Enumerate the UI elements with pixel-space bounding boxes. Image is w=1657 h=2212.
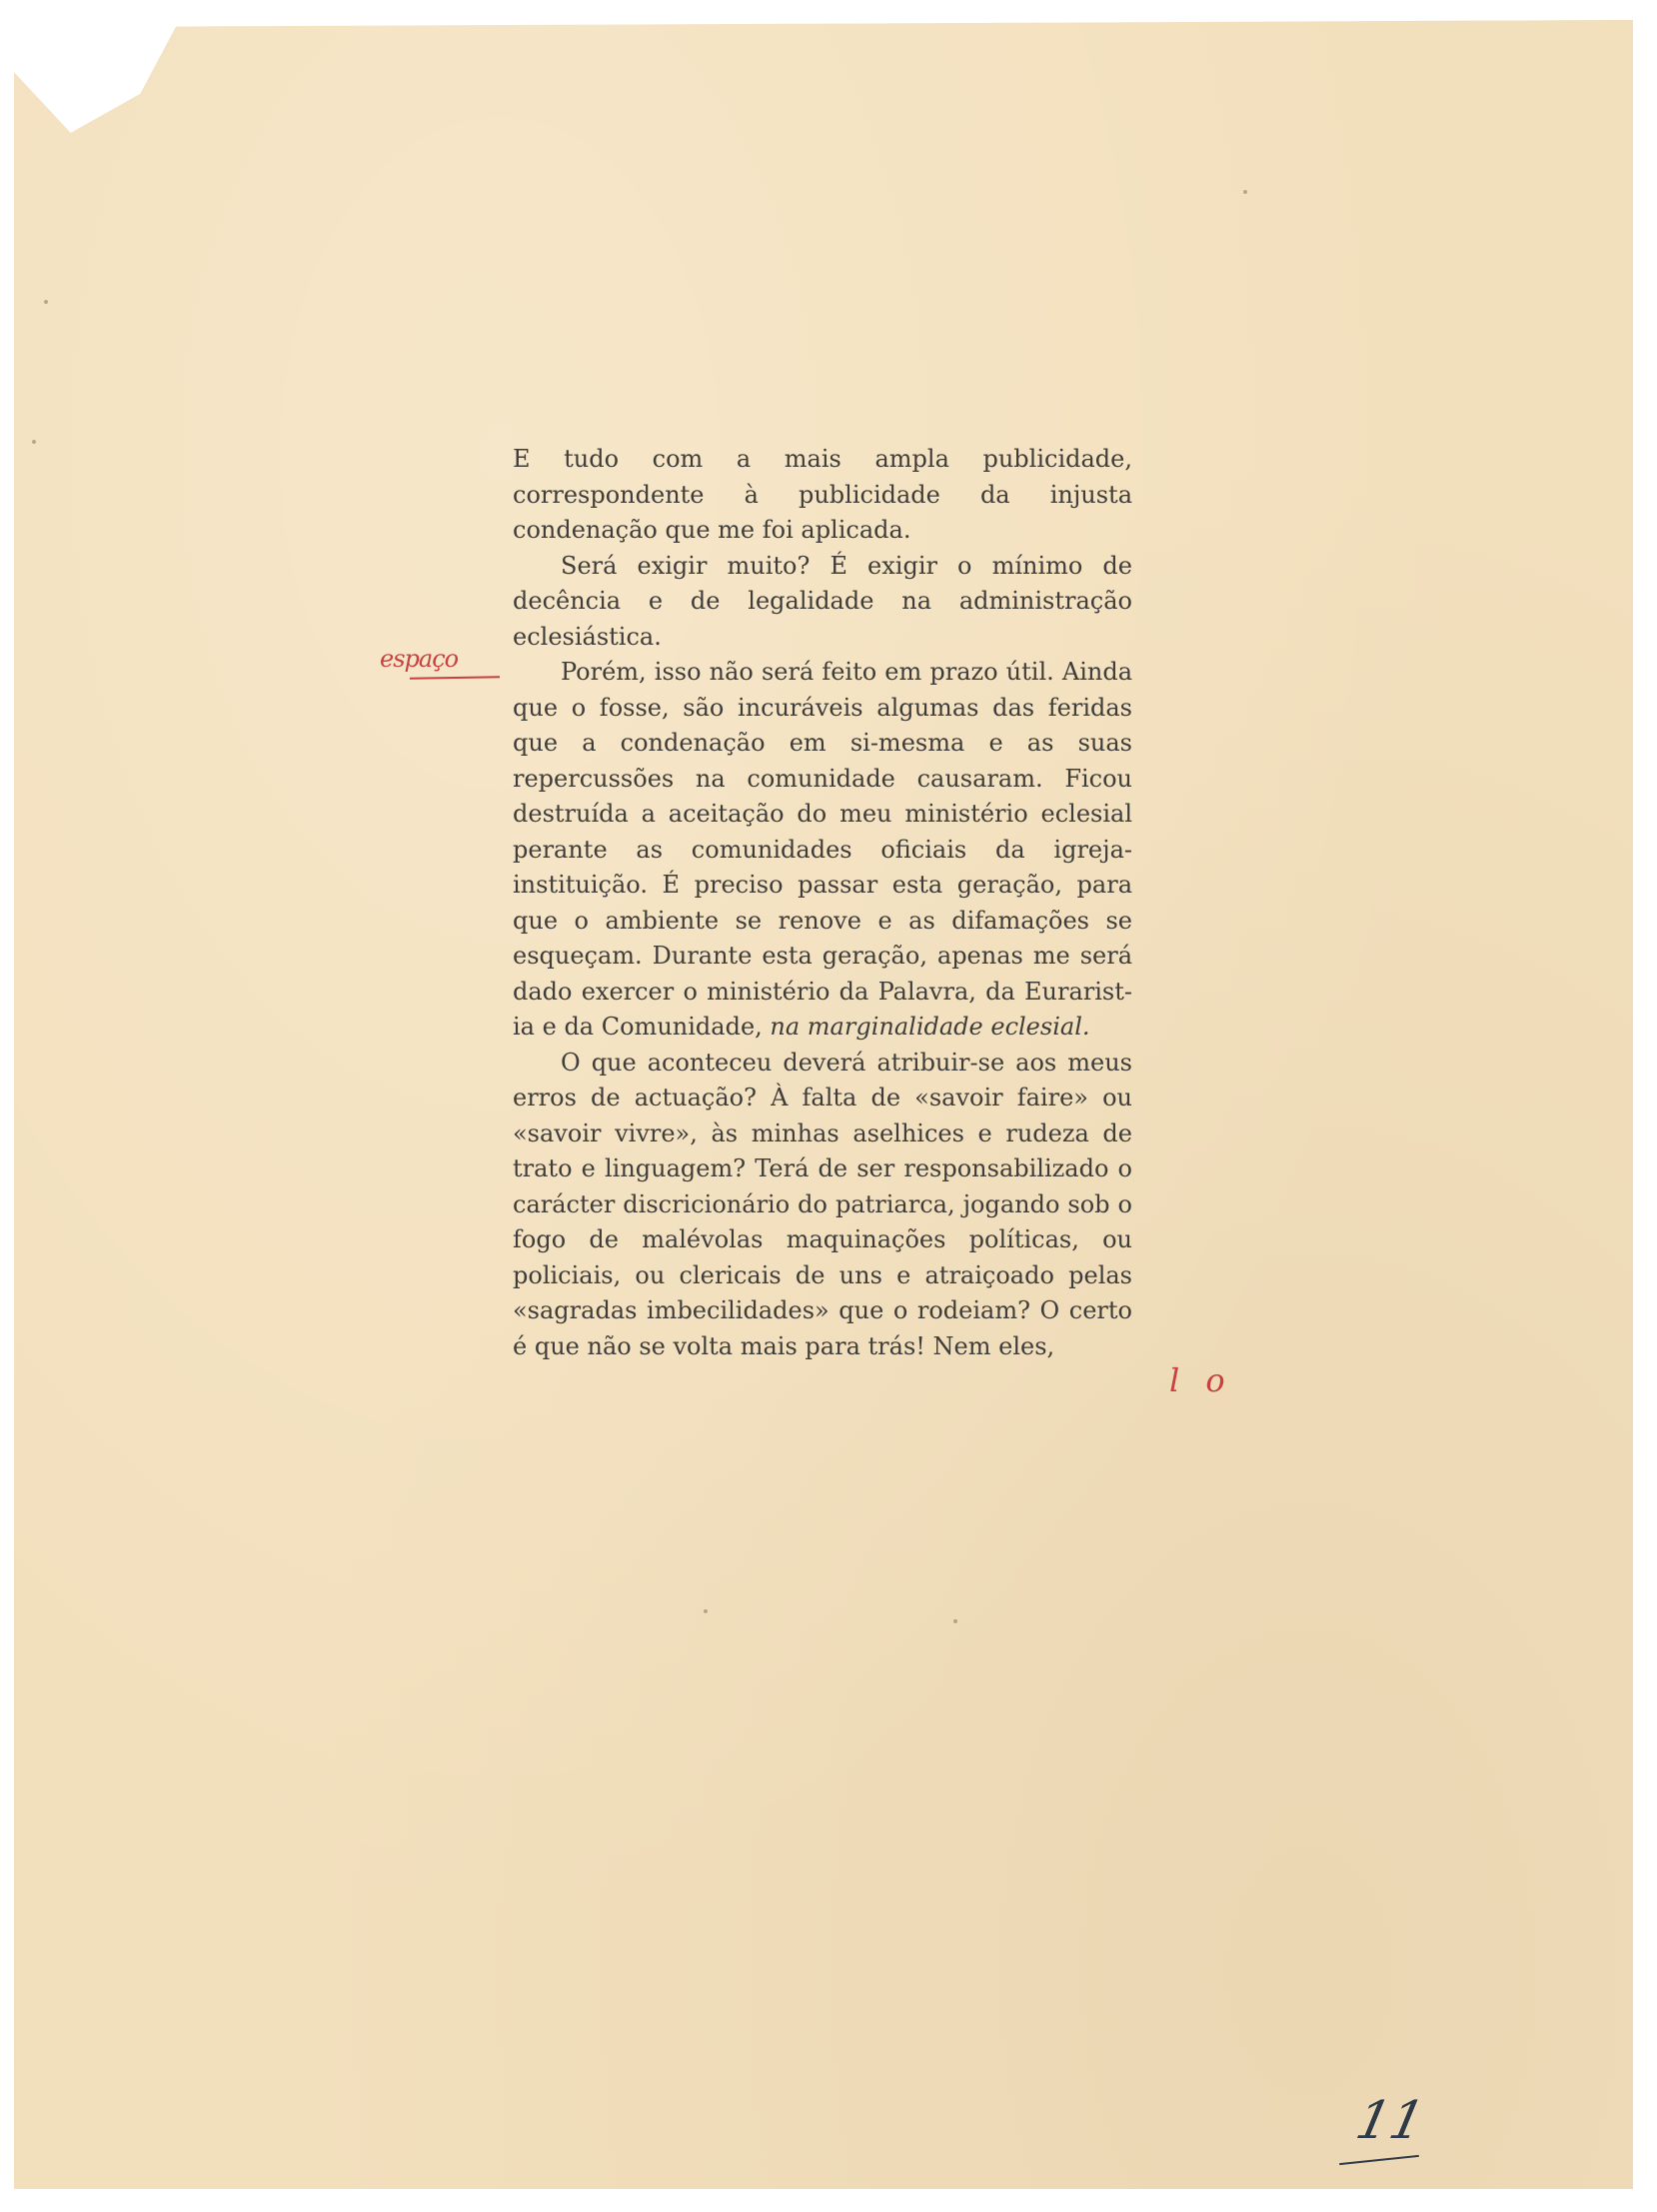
margin-annotation-right: l o	[1169, 1361, 1233, 1399]
paragraph-emphasis: na marginalidade eclesial.	[770, 1013, 1090, 1041]
paper-speck	[1243, 190, 1247, 194]
body-text	[513, 442, 1132, 1364]
paragraph-text: E tudo com a mais ampla publicidade, correspondente à publicidade da injusta condenação que me foi aplicada.	[513, 445, 1132, 544]
paragraph-text: O que aconteceu deverá atribuir-se aos meus erros de actuação? À falta de «savoir faire» ou «savoir vivre», às minhas aselhices e rudeza de trato e linguagem? Terá de ser responsabilizado o carácter discricionário do patriarca, jogando sob o fogo de malévolas maquinações políticas, ou policiais, ou clericais de uns e atraiçoado pelas «sagradas imbecilidades» que o rodeiam? O certo é que não se volta mais para trás! Nem eles,	[513, 1048, 1132, 1360]
paragraph-2	[513, 549, 1132, 656]
paragraph-1	[513, 442, 1132, 549]
paper-speck	[953, 1619, 957, 1623]
paragraph-3	[513, 655, 1132, 1046]
paper-speck	[704, 1609, 708, 1613]
paragraph-4	[513, 1046, 1132, 1365]
paragraph-text: Será exigir muito? É exigir o mínimo de decência e de legalidade na administração eclesiástica.	[513, 551, 1132, 651]
margin-annotation-left: espaço	[380, 645, 459, 673]
paragraph-text: Porém, isso não será feito em prazo útil. Ainda que o fosse, são incuráveis algumas das feridas que a condenação em si-mesma e as suas repercussões na comunidade causaram. Ficou destruída a aceitação do meu ministério eclesial perante as comunidades oficiais da igreja-instituição. É preciso passar esta geração, para que o ambiente se renove e as difamações se esqueçam. Durante esta geração, apenas me será dado exercer o ministério da Palavra, da Euraristia e da Comunidade,	[513, 658, 1132, 1041]
paper-speck	[44, 300, 48, 304]
paper-speck	[32, 440, 36, 444]
page-number: 11	[1350, 2091, 1430, 2151]
